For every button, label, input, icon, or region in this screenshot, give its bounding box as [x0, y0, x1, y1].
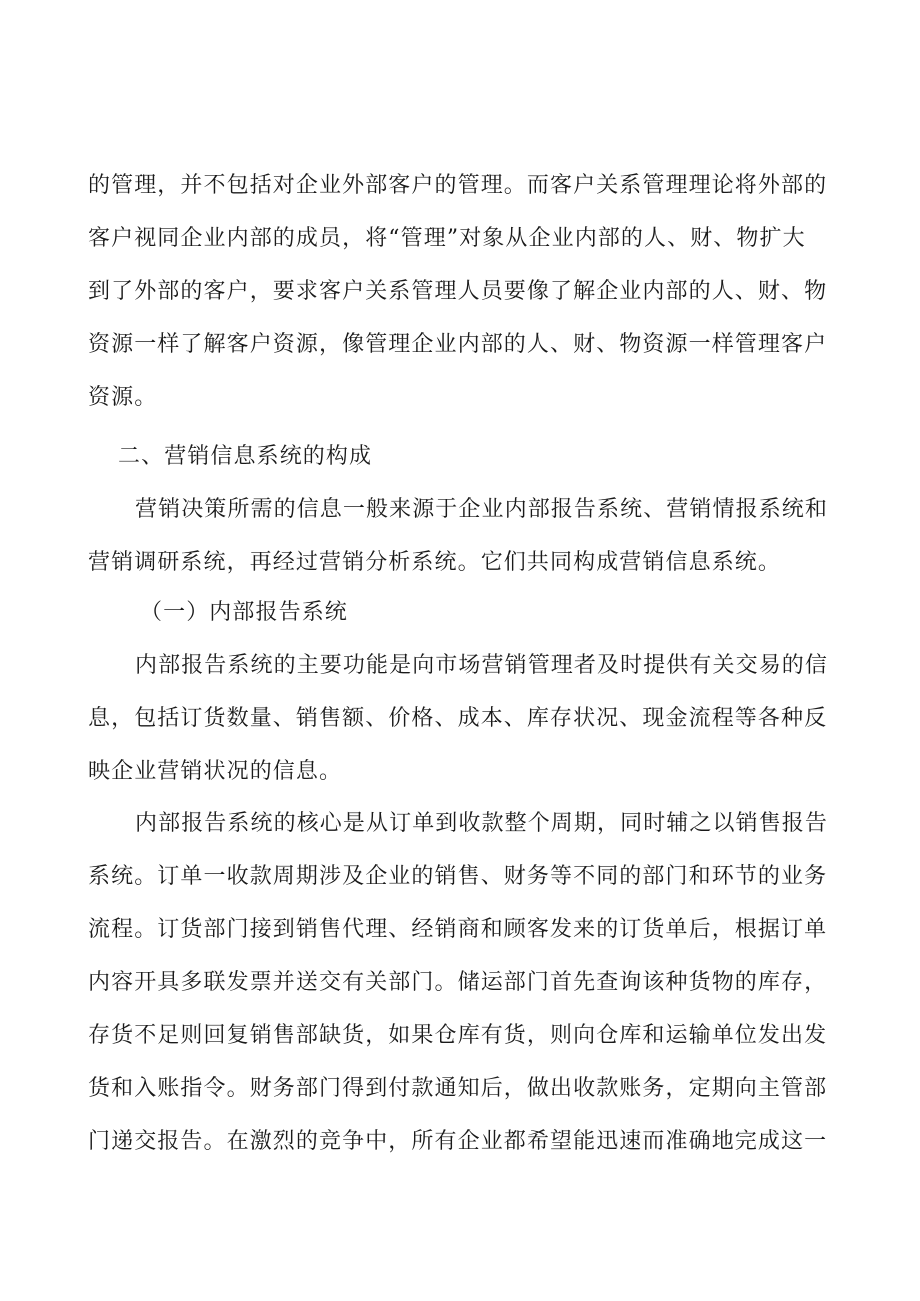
- text-line: 门递交报告。在激烈的竞争中，所有企业都希望能迅速而准确地完成这一: [88, 1129, 828, 1154]
- text-line: 内部报告系统的核心是从订单到收款整个周期，同时辅之以销售报告: [135, 811, 829, 836]
- text-line: 内容开具多联发票并送交有关部门。储运部门首先查询该种货物的库存，: [88, 970, 828, 995]
- text-line: 息，包括订货数量、销售额、价格、成本、库存状况、现金流程等各种反: [88, 706, 828, 731]
- text-line: 内部报告系统的主要功能是向市场营销管理者及时提供有关交易的信: [135, 653, 829, 678]
- text-line: 资源。: [88, 385, 158, 410]
- text-line: 系统。订单一收款周期涉及企业的销售、财务等不同的部门和环节的业务: [88, 864, 828, 889]
- text-line: 资源一样了解客户资源，像管理企业内部的人、财、物资源一样管理客户: [88, 332, 828, 357]
- text-line: 营销决策所需的信息一般来源于企业内部报告系统、营销情报系统和: [135, 497, 829, 522]
- text-line: 流程。订货部门接到销售代理、经销商和顾客发来的订货单后，根据订单: [88, 917, 828, 942]
- text-line: 到了外部的客户，要求客户关系管理人员要像了解企业内部的人、财、物: [88, 279, 828, 304]
- section-heading: 二、营销信息系统的构成: [118, 444, 373, 469]
- text-line: 存货不足则回复销售部缺货，如果仓库有货，则向仓库和运输单位发出发: [88, 1023, 828, 1048]
- text-line: 货和入账指令。财务部门得到付款通知后，做出收款账务，定期向主管部: [88, 1076, 828, 1101]
- subsection-heading: （一）内部报告系统: [140, 600, 348, 625]
- text-line: 的管理，并不包括对企业外部客户的管理。而客户关系管理理论将外部的: [88, 173, 828, 198]
- text-line: 营销调研系统，再经过营销分析系统。它们共同构成营销信息系统。: [88, 550, 782, 575]
- text-line: 映企业营销状况的信息。: [88, 759, 343, 784]
- text-line: 客户视同企业内部的成员，将“管理”对象从企业内部的人、财、物扩大: [88, 226, 806, 251]
